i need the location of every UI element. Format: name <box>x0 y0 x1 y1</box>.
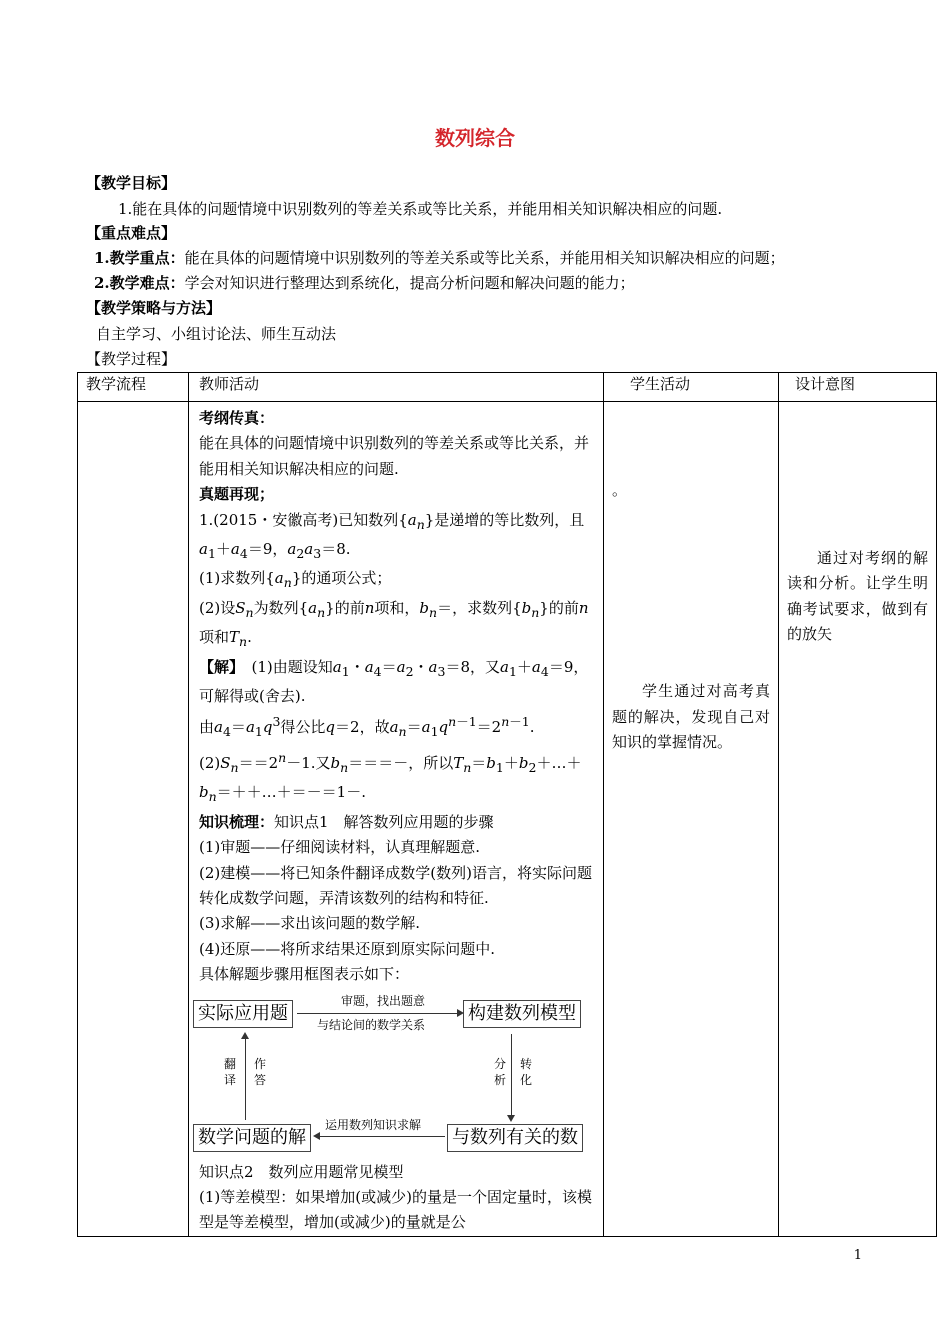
right-arrow-head <box>507 1115 515 1122</box>
step-3: (3)求解——求出该问题的数学解. <box>199 914 421 933</box>
table-header-row <box>78 373 937 402</box>
text: 知识点1 解答数列应用题的步骤 <box>274 812 494 831</box>
knowledge-label: 知识梳理： <box>199 812 275 831</box>
flow-box-math-solution: 数学问题的解 <box>193 1124 311 1152</box>
objectives-heading: 【教学目标】 <box>86 174 177 192</box>
left-arrow-line <box>245 1038 246 1120</box>
top-arrow-label-upper: 审题，找出题意 <box>341 993 426 1008</box>
text: ＝2 <box>476 718 502 737</box>
focus-label: 1.教学重点： <box>94 249 185 267</box>
text: 项和， <box>374 598 420 617</box>
right-arrow-label-2: 转化 <box>519 1056 532 1087</box>
solution-1: 【解】 (1)由题设知$a_1$・$a_4=a_2$・$a_3=8$，又$a_1+a_4=9$，可解得或(舍去). <box>199 657 589 706</box>
focus-text: 能在具体的问题情境中识别数列的等差关系或等比关系，并能用相关知识解决相应的问题； <box>184 249 785 267</box>
col-student-header: 学生活动 <box>604 373 779 402</box>
text: 由 <box>199 718 215 737</box>
text: 项和 <box>199 628 230 647</box>
question-2: (2)设$S_n$为数列$\{a_n\}$的前n项和，$b_n=$，求数列$\{b_n\}$的前n项和$T_n$. <box>199 598 589 650</box>
text: 得公比 <box>280 718 326 737</box>
intent-cell <box>779 402 937 1237</box>
text: }的前 <box>325 598 365 617</box>
student-dot: 。 <box>612 481 628 499</box>
right-arrow-line <box>511 1034 512 1116</box>
flow-box-practical-problem: 实际应用题 <box>193 1000 293 1028</box>
text: ＝，求数列{ <box>437 598 522 617</box>
bottom-arrow-head <box>313 1132 320 1140</box>
bottom-arrow-line <box>319 1136 445 1137</box>
text: ＝9，可解得或(舍去). <box>199 657 589 706</box>
text: ＋…＋ <box>536 753 582 772</box>
student-cell <box>604 402 779 1237</box>
text: }是递增的等比数列，且 <box>424 510 585 529</box>
text: ＝＋＋…＋＝－＝1－. <box>216 783 366 802</box>
flowchart-intro: 具体解题步骤用框图表示如下： <box>199 965 410 984</box>
solution-2: 由$a_4=a_1q^3$得公比q＝2，故$a_n=a_1q^{n-1}=2^{n-1}$. <box>199 714 535 740</box>
top-arrow-label-lower: 与结论间的数学关系 <box>317 1017 426 1032</box>
intent-text: 通过对考纲的解读和分析。让学生明确考试要求，做到有的放矢 <box>787 549 928 644</box>
text: －1.又 <box>286 753 331 772</box>
flow-cell <box>78 402 189 1237</box>
student-text: 学生通过对高考真题的解决，发现自己对知识的掌握情况。 <box>612 682 770 752</box>
difficulty-text: 学会对知识进行整理达到系统化，提高分析问题和解决问题的能力； <box>184 274 635 292</box>
real-problem-label: 真题再现； <box>199 485 275 504</box>
text: ＝＝2 <box>238 753 279 772</box>
text: 为数列{ <box>253 598 309 617</box>
text: 1.(2015・安徽高考)已知数列{ <box>199 510 408 529</box>
right-arrow-label-1: 分析 <box>493 1056 506 1087</box>
strategy-text: 自主学习、小组讨论法、师生互动法 <box>96 325 337 343</box>
teacher-cell <box>189 402 604 1237</box>
solution-3: $(2)S_n==2^n-1$.又$b_n===-$，所以$T_n=b_1+b_2+\dots+b_n=++\dots+=-=1-$. <box>199 749 582 805</box>
model-1: (1)等差模型：如果增加(或减少)的量是一个固定量时，该模型是等差模型，增加(或减少)的量就是公 <box>199 1187 592 1232</box>
text: }的通项公式； <box>291 569 392 588</box>
text: ＝2，故 <box>335 718 390 737</box>
col-teacher-header: 教师活动 <box>189 373 604 402</box>
objective-item: 1.能在具体的问题情境中识别数列的等差关系或等比关系，并能用相关知识解决相应的问题. <box>118 200 723 218</box>
process-heading: 【教学过程】 <box>86 350 177 368</box>
text: (2) <box>199 753 221 772</box>
step-1: (1)审题——仔细阅读材料，认真理解题意. <box>199 838 481 857</box>
left-arrow-label-1: 翻译 <box>223 1056 236 1087</box>
left-arrow-label-2: 作答 <box>253 1056 266 1087</box>
text: (1)求数列{ <box>199 569 275 588</box>
syllabus-label: 考纲传真： <box>199 409 275 427</box>
top-arrow-line <box>297 1013 459 1014</box>
problem-statement: 1.(2015・安徽高考)已知数列$\{a_n\}$是递增的等比数列，且$a_1+a_4=9$，$a_2a_3=8$. <box>199 510 585 562</box>
text: (1)由题设知 <box>251 657 333 676</box>
page-number: 1 <box>853 1248 862 1263</box>
knowledge-1-title <box>199 810 595 835</box>
page-title: 数列综合 <box>435 126 515 150</box>
solution-label: 【解】 <box>199 657 237 676</box>
flow-box-sequence-problem: 与数列有关的数 <box>447 1124 583 1152</box>
focus-line <box>94 247 785 268</box>
difficulty-label: 2.教学难点： <box>94 274 185 292</box>
table-row <box>78 402 937 1237</box>
col-intent-header: 设计意图 <box>779 373 937 402</box>
text: ＝8. <box>321 540 351 559</box>
knowledge-2-title: 知识点2 数列应用题常见模型 <box>199 1162 404 1181</box>
top-arrow-head <box>457 1009 464 1017</box>
left-arrow-head <box>241 1032 249 1039</box>
step-4: (4)还原——将所求结果还原到原实际问题中. <box>199 939 496 958</box>
text: }的前 <box>539 598 579 617</box>
text: (2)设 <box>199 598 236 617</box>
flow-box-build-model: 构建数列模型 <box>463 1000 581 1028</box>
text: . <box>247 628 252 647</box>
col-flow-header: 教学流程 <box>78 373 189 402</box>
text: ＝8，又 <box>445 657 500 676</box>
syllabus-text: 能在具体的问题情境中识别数列的等差关系或等比关系，并能用相关知识解决相应的问题. <box>199 434 590 478</box>
keypoints-heading: 【重点难点】 <box>86 224 177 242</box>
text: ＝＝＝－，所以 <box>348 753 454 772</box>
strategy-heading: 【教学策略与方法】 <box>86 299 222 317</box>
bottom-arrow-label: 运用数列知识求解 <box>325 1117 422 1132</box>
process-table <box>77 372 937 1237</box>
text: ＝9， <box>247 540 288 559</box>
difficulty-line <box>94 272 635 293</box>
step-2: (2)建模——将已知条件翻译成数学(数列)语言，将实际问题转化成数学问题，弄清该数列的结构和特征. <box>199 863 592 907</box>
flowchart <box>193 993 587 1154</box>
question-1: (1)求数列$\{a_n\}$的通项公式； <box>199 569 392 591</box>
